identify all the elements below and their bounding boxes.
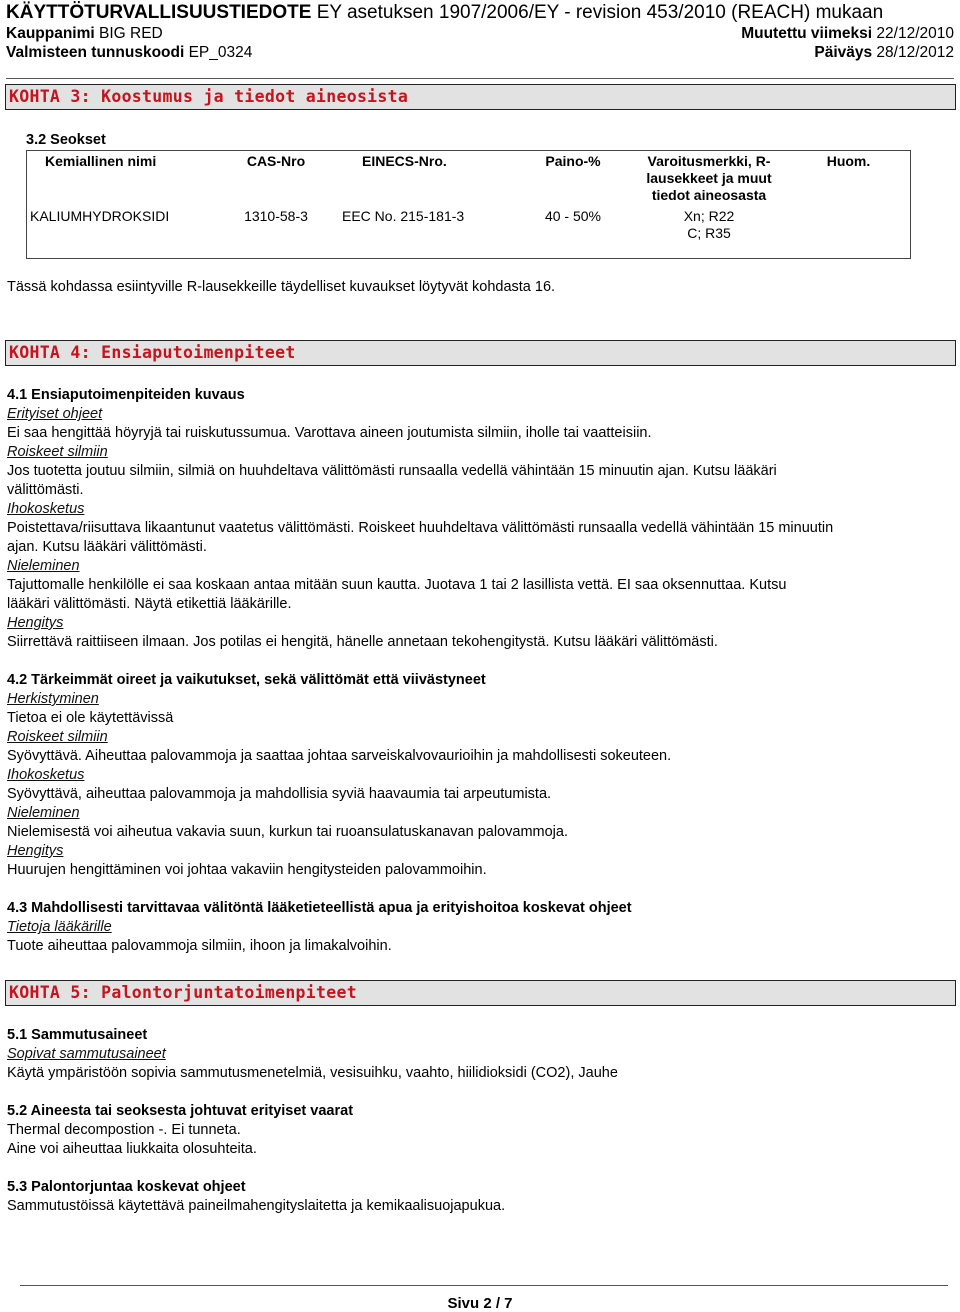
document-title-bold: KÄYTTÖTURVALLISUUSTIEDOTE <box>6 2 312 23</box>
cell-symbols-line-1: Xn; R22 <box>683 208 735 224</box>
section-5-body <box>7 1026 947 1216</box>
col-chemical-name: Kemiallinen nimi <box>45 153 157 169</box>
cell-symbols-line-2: C; R35 <box>687 225 731 241</box>
spacer <box>7 1159 947 1178</box>
special-hazards-text-1: Thermal decompostion -. Ei tunneta. <box>7 1122 241 1138</box>
col-symbols-line-2: lausekkeet ja muut <box>646 170 772 186</box>
product-code-label: Valmisteen tunnuskoodi <box>6 44 185 61</box>
subsection-4-2: 4.2 Tärkeimmät oireet ja vaikutukset, sekä välittömät että viivästyneet <box>7 672 486 688</box>
footer-divider <box>20 1285 948 1286</box>
inhalation-label: Hengitys <box>7 615 64 631</box>
subsection-5-1: 5.1 Sammutusaineet <box>7 1027 148 1043</box>
section-4-title: KOHTA 4: Ensiaputoimenpiteet <box>5 340 956 366</box>
section-4-body <box>7 386 947 956</box>
header-row-trade-name <box>6 24 954 43</box>
skin-contact-text-1: Poistettava/riisuttava likaantunut vaatetus välittömästi. Roiskeet huuhdeltava välittömästi runsaalla vedellä vähintään 15 minuutin <box>7 520 834 536</box>
cell-weight: 40 - 50% <box>544 208 602 224</box>
skin-contact-label: Ihokosketus <box>7 501 85 517</box>
skin-contact-text-2: ajan. Kutsu lääkäri välittömästi. <box>7 539 207 555</box>
special-instructions-text: Ei saa hengittää höyryjä tai ruiskutussumua. Varottava aineen joutumista silmiin, iholle tai vaatteisiin. <box>7 425 652 441</box>
page-number: Sivu 2 / 7 <box>447 1295 513 1312</box>
subsection-5-3: 5.3 Palontorjuntaa koskevat ohjeet <box>7 1179 246 1195</box>
sensitization-label: Herkistyminen <box>7 691 99 707</box>
section-3-title: KOHTA 3: Koostumus ja tiedot aineosista <box>5 84 956 110</box>
cell-chemical-name: KALIUMHYDROKSIDI <box>30 208 170 224</box>
subsection-4-3: 4.3 Mahdollisesti tarvittavaa välitöntä lääketieteellistä apua ja erityishoitoa koskevat ohjeet <box>7 900 632 916</box>
ingestion-effects-text: Nielemisestä voi aiheutua vakavia suun, kurkun tai ruoansulatuskanavan palovammoja. <box>7 824 568 840</box>
skin-effects-text: Syövyttävä, aiheuttaa palovammoja ja mahdollisia syviä haavaumia tai arpeutumista. <box>7 786 552 802</box>
doctor-notes-text: Tuote aiheuttaa palovammoja silmiin, ihoon ja limakalvoihin. <box>7 938 392 954</box>
document-title-rest: EY asetuksen 1907/2006/EY - revision 453/2010 (REACH) mukaan <box>311 2 884 23</box>
ingestion-text-2: lääkäri välittömästi. Näytä etikettiä lääkärille. <box>7 596 292 612</box>
firefighting-advice-text: Sammutustöissä käytettävä paineilmahengityslaitetta ja kemikaalisuojapukua. <box>7 1198 506 1214</box>
inhalation-effects-label: Hengitys <box>7 843 64 859</box>
cell-einecs: EEC No. 215-181-3 <box>342 208 465 224</box>
date-value: 28/12/2012 <box>876 44 954 61</box>
spacer <box>7 652 947 671</box>
skin-effects-label: Ihokosketus <box>7 767 85 783</box>
r-phrase-footnote-text: Tässä kohdassa esiintyville R-lausekkeille täydelliset kuvaukset löytyvät kohdasta 16. <box>7 279 556 295</box>
r-phrase-footnote <box>7 278 947 297</box>
product-code-value: EP_0324 <box>188 44 253 61</box>
subsection-4-1: 4.1 Ensiaputoimenpiteiden kuvaus <box>7 387 245 403</box>
modified-value: 22/12/2010 <box>876 25 954 42</box>
special-instructions-label: Erityiset ohjeet <box>7 406 103 422</box>
ingestion-label: Nieleminen <box>7 558 80 574</box>
cell-cas: 1310-58-3 <box>244 208 308 224</box>
col-note: Huom. <box>826 153 871 169</box>
inhalation-effects-text: Huurujen hengittäminen voi johtaa vakaviin hengitysteiden palovammoihin. <box>7 862 487 878</box>
col-symbols <box>631 151 787 207</box>
modified-label: Muutettu viimeksi <box>741 25 873 42</box>
extinguishing-media-label: Sopivat sammutusaineet <box>7 1046 166 1062</box>
trade-name-value: BIG RED <box>99 25 163 42</box>
date-label: Päiväys <box>814 44 873 61</box>
document-title <box>6 2 883 24</box>
eye-contact-text-1: Jos tuotetta joutuu silmiin, silmiä on huuhdeltava välittömästi runsaalla vedellä vähintään 15 minuutin ajan. Kutsu lääkäri <box>7 463 777 479</box>
special-hazards-text-2: Aine voi aiheuttaa liukkaita olosuhteita. <box>7 1141 257 1157</box>
eye-contact-label: Roiskeet silmiin <box>7 444 108 460</box>
ingestion-effects-label: Nieleminen <box>7 805 80 821</box>
subsection-5-2: 5.2 Aineesta tai seoksesta johtuvat erityiset vaarat <box>7 1103 354 1119</box>
subsection-3-2: 3.2 Seokset <box>26 132 106 148</box>
header-divider <box>6 78 954 79</box>
col-symbols-line-3: tiedot aineosasta <box>651 187 767 203</box>
cell-note <box>787 206 911 258</box>
section-5-title: KOHTA 5: Palontorjuntatoimenpiteet <box>5 980 956 1006</box>
cell-symbols <box>631 206 787 258</box>
table-header-row <box>27 151 911 207</box>
composition-table <box>26 150 911 259</box>
inhalation-text: Siirrettävä raittiiseen ilmaan. Jos potilas ei hengitä, hänelle annetaan tekohengitystä. Kutsu lääkäri välittömästi. <box>7 634 718 650</box>
sensitization-text: Tietoa ei ole käytettävissä <box>7 710 174 726</box>
col-cas: CAS-Nro <box>246 153 306 169</box>
eye-contact-text-2: välittömästi. <box>7 482 84 498</box>
eye-effects-text: Syövyttävä. Aiheuttaa palovammoja ja saattaa johtaa sarveiskalvovaurioihin ja mahdollisesti sokeuteen. <box>7 748 672 764</box>
col-einecs: EINECS-Nro. <box>362 153 447 169</box>
spacer <box>7 880 947 899</box>
spacer <box>7 1083 947 1102</box>
doctor-notes-label: Tietoja lääkärille <box>7 919 112 935</box>
table-row <box>27 206 911 258</box>
extinguishing-media-text: Käytä ympäristöön sopivia sammutusmenetelmiä, vesisuihku, vaahto, hiilidioksidi (CO2), Jauhe <box>7 1065 618 1081</box>
eye-effects-label: Roiskeet silmiin <box>7 729 108 745</box>
col-symbols-line-1: Varoitusmerkki, R- <box>647 153 771 169</box>
ingestion-text-1: Tajuttomalle henkilölle ei saa koskaan antaa mitään suun kautta. Juotava 1 tai 2 lasillista vettä. EI saa oksennuttaa. Kutsu <box>7 577 787 593</box>
trade-name-label: Kauppanimi <box>6 25 95 42</box>
col-weight: Paino-% <box>545 153 601 169</box>
header-row-product-code <box>6 43 954 62</box>
